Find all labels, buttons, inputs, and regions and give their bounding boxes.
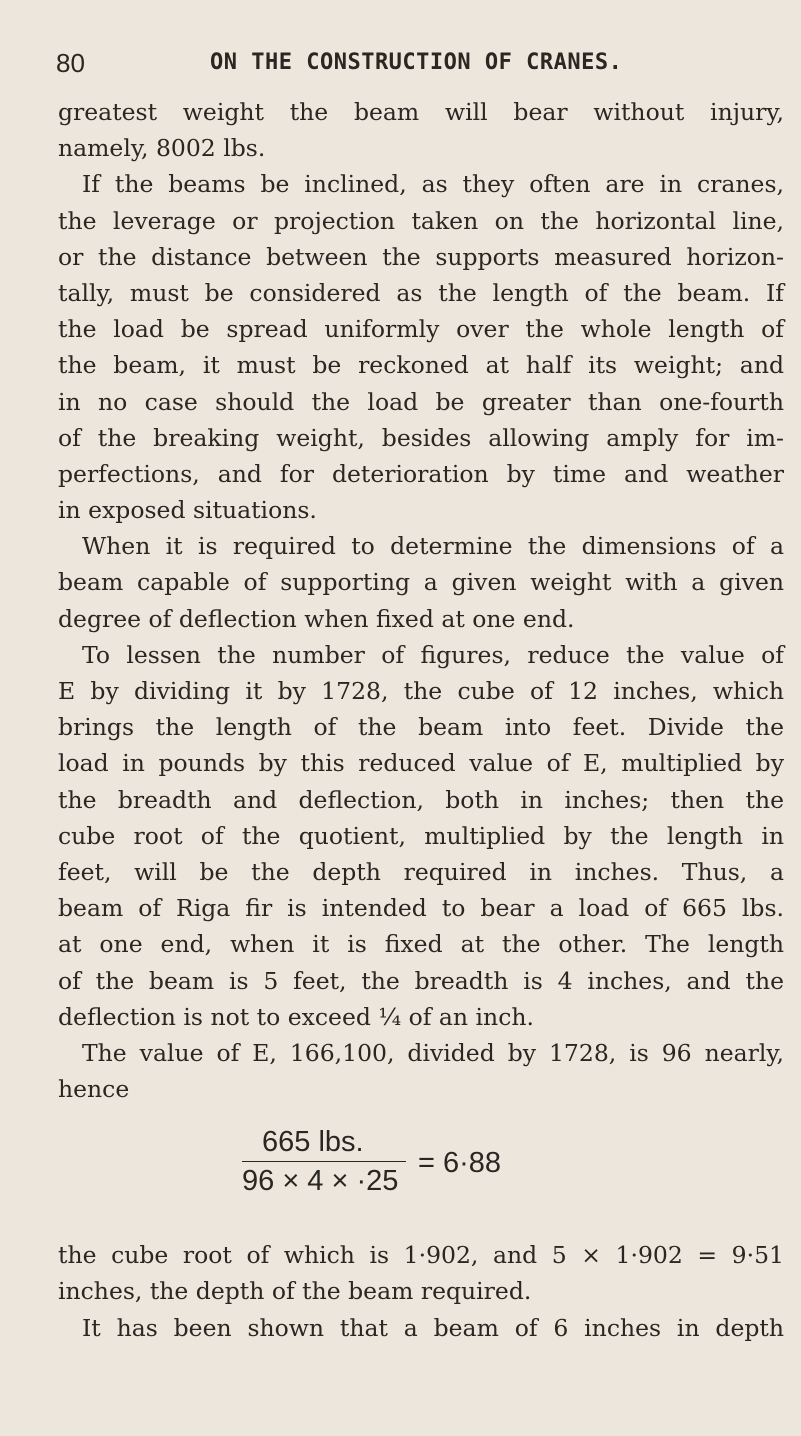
formula-result: = 6·88 (418, 1147, 502, 1180)
text-line: The value of E, 166,100, divided by 1728, is 96 nearly, (82, 1038, 784, 1067)
formula (58, 1111, 784, 1237)
text-line: beam capable of supporting a given weight with a given (58, 568, 784, 597)
formula-fraction (242, 1125, 406, 1198)
text-line: namely, 8002 lbs. (58, 134, 266, 163)
body-text (58, 94, 784, 1346)
text-line: the leverage or projection taken on the horizontal line, (58, 206, 784, 235)
running-head: ON THE CONSTRUCTION OF CRANES. (210, 50, 623, 75)
text-line: the load be spread uniformly over the whole length of (58, 315, 784, 344)
text-line: at one end, when it is fixed at the other. The length (58, 930, 784, 959)
page-header (56, 44, 776, 84)
text-line: cube root of the quotient, multiplied by the length in (58, 821, 784, 850)
text-line: the breadth and deflection, both in inches; then the (58, 785, 784, 814)
text-line: of the breaking weight, besides allowing amply for im- (58, 423, 784, 452)
text-line: greatest weight the beam will bear without injury, (58, 98, 784, 126)
text-line: of the beam is 5 feet, the breadth is 4 inches, and the (58, 966, 784, 995)
text-line: deflection is not to exceed ¼ of an inch. (58, 1002, 534, 1031)
text-line: It has been shown that a beam of 6 inches in depth (82, 1313, 784, 1342)
fraction-bar (242, 1161, 406, 1162)
text-line: the cube root of which is 1·902, and 5 × 1·902 = 9·51 (58, 1241, 784, 1270)
text-line: brings the length of the beam into feet. Divide the (58, 713, 784, 742)
text-line: If the beams be inclined, as they often are in cranes, (82, 170, 784, 199)
text-line: beam of Riga fir is intended to bear a load of 665 lbs. (58, 894, 784, 923)
text-line: inches, the depth of the beam required. (58, 1277, 532, 1306)
text-line: load in pounds by this reduced value of E, multiplied by (58, 749, 784, 778)
text-line: degree of deflection when fixed at one end. (58, 604, 575, 633)
text-line: perfections, and for deterioration by time and weather (58, 459, 784, 488)
text-line: feet, will be the depth required in inches. Thus, a (58, 857, 784, 886)
text-line: tally, must be considered as the length of the beam. If (58, 278, 784, 307)
text-line: hence (58, 1075, 130, 1104)
text-line: E by dividing it by 1728, the cube of 12 inches, which (58, 677, 784, 705)
text-line: in exposed situations. (58, 496, 317, 525)
text-line: the beam, it must be reckoned at half its weight; and (58, 351, 784, 380)
page-number: 80 (56, 48, 85, 78)
text-line: When it is required to determine the dimensions of a (82, 532, 784, 561)
formula-denominator: 96 × 4 × ·25 (242, 1165, 399, 1198)
text-line: in no case should the load be greater than one-fourth (58, 387, 784, 416)
text-line: To lessen the number of figures, reduce the value of (82, 640, 784, 669)
text-line: or the distance between the supports measured horizon- (58, 242, 784, 271)
formula-numerator: 665 lbs. (262, 1126, 364, 1159)
